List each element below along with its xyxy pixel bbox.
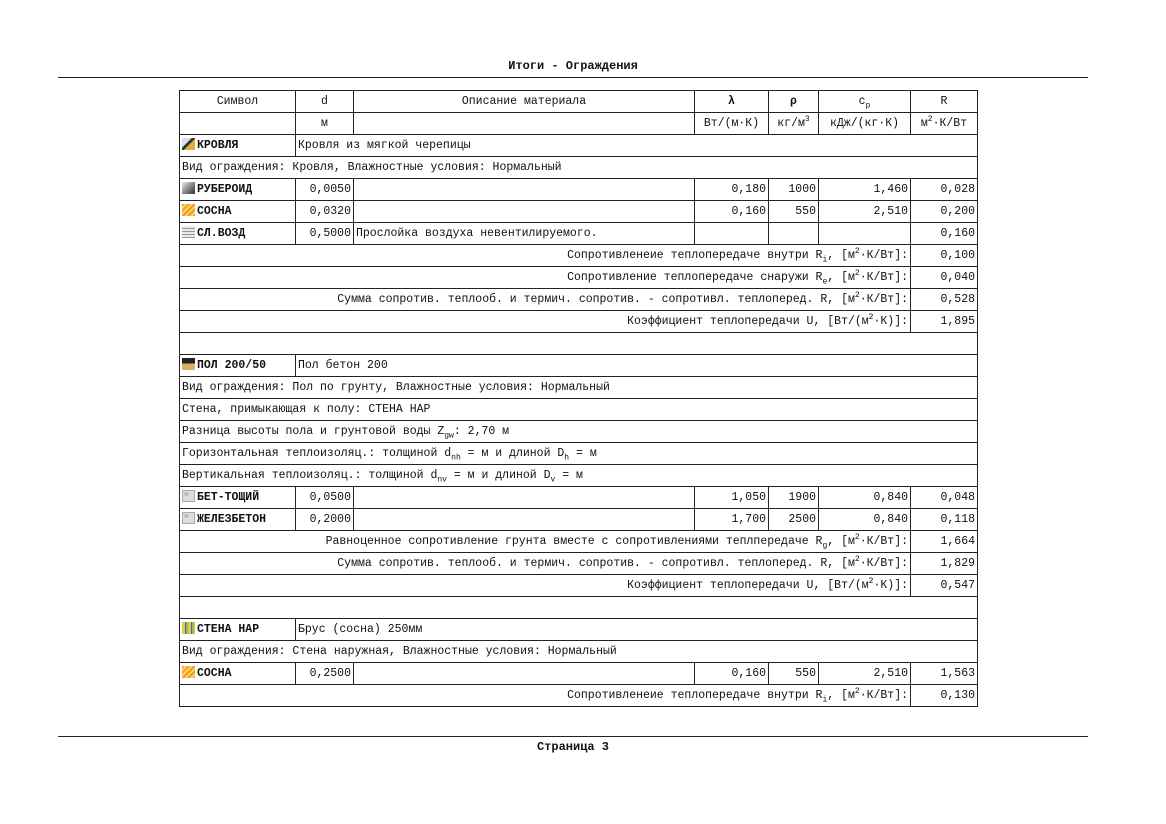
summary-row <box>180 685 978 707</box>
summary-text: Равноценное сопротивление грунта вместе с сопротивлениями теплпередаче <box>325 535 816 548</box>
symbol-label: БЕТ-ТОЩИЙ <box>197 491 260 504</box>
summary-value: 1,829 <box>911 553 978 575</box>
layer-lambda: 0,180 <box>695 179 769 201</box>
summary-unit: ·К)]: <box>873 579 908 592</box>
layer-description <box>354 201 695 223</box>
unit-r-sup: 2 <box>927 115 933 125</box>
summary-symbol: R <box>815 535 823 548</box>
wall-icon <box>182 622 195 634</box>
summary-row <box>180 289 978 311</box>
summary-unit: ·К)]: <box>873 315 908 328</box>
summary-unit-sup: 2 <box>868 577 874 587</box>
summary-row <box>180 267 978 289</box>
unit-description <box>354 113 695 135</box>
insulation-text: Вертикальная теплоизоляц.: толщиной d <box>182 469 438 482</box>
separator-row-cell <box>180 597 978 619</box>
unit-rho <box>769 113 819 135</box>
symbol-cell <box>180 179 296 201</box>
layer-rho: 2500 <box>769 509 819 531</box>
reinforced-concrete-icon <box>182 512 195 524</box>
summary-unit: ·К/Вт]: <box>859 689 908 702</box>
symbol-label: СТЕНА НАР <box>197 623 260 636</box>
col-header-rho: ρ <box>769 91 819 113</box>
symbol-cell <box>180 201 296 223</box>
ruberoid-icon <box>182 182 195 194</box>
symbol-label: ЖЕЛЕЗБЕТОН <box>197 513 267 526</box>
summary-label <box>180 267 911 289</box>
insulation-sub: nv <box>437 475 447 485</box>
summary-subscript: e <box>822 277 828 287</box>
construction-type-row-cell: Вид ограждения: Пол по грунту, Влажностные условия: Нормальный <box>180 377 978 399</box>
groundwater-row <box>180 421 978 443</box>
summary-unit-sup: 2 <box>868 313 874 323</box>
summary-label <box>180 531 911 553</box>
layer-row <box>180 509 978 531</box>
layer-lambda: 0,160 <box>695 201 769 223</box>
unit-r <box>911 113 978 135</box>
layer-cp: 0,840 <box>819 509 911 531</box>
insulation-text: = м и длиной D <box>460 447 565 460</box>
header-divider <box>58 77 1088 78</box>
floor-icon <box>182 358 195 370</box>
summary-value: 0,547 <box>911 575 978 597</box>
symbol-cell <box>180 135 296 157</box>
summary-row <box>180 575 978 597</box>
summary-label <box>180 553 911 575</box>
layer-cp: 2,510 <box>819 201 911 223</box>
symbol-label: СОСНА <box>197 205 232 218</box>
summary-subscript: i <box>822 695 828 705</box>
layer-rho: 550 <box>769 201 819 223</box>
layer-cp <box>819 223 911 245</box>
layer-cp: 1,460 <box>819 179 911 201</box>
layer-description: Прослойка воздуха невентилируемого. <box>354 223 695 245</box>
layer-rho <box>769 223 819 245</box>
summary-label <box>180 685 911 707</box>
summary-unit: ·К/Вт]: <box>859 557 908 570</box>
layer-d: 0,2000 <box>296 509 354 531</box>
layer-lambda <box>695 223 769 245</box>
layer-d: 0,5000 <box>296 223 354 245</box>
summary-value: 0,130 <box>911 685 978 707</box>
col-header-lambda: λ <box>695 91 769 113</box>
summary-label <box>180 289 911 311</box>
construction-type-row-cell: Вид ограждения: Кровля, Влажностные условия: Нормальный <box>180 157 978 179</box>
layer-row <box>180 223 978 245</box>
layer-row <box>180 179 978 201</box>
layer-cp: 0,840 <box>819 487 911 509</box>
groundwater-row-cell <box>180 421 978 443</box>
layer-rho: 550 <box>769 663 819 685</box>
layer-description <box>354 509 695 531</box>
unit-d: м <box>296 113 354 135</box>
layer-r: 0,160 <box>911 223 978 245</box>
summary-text: Сопротивление теплопередаче снаружи <box>567 271 816 284</box>
unit-r-a: м <box>920 117 928 130</box>
summary-unit: ·К/Вт]: <box>859 271 908 284</box>
horizontal-insulation-row <box>180 443 978 465</box>
summary-unit-sup: 2 <box>854 533 860 543</box>
layer-r: 0,028 <box>911 179 978 201</box>
construction-description: Кровля из мягкой черепицы <box>296 135 978 157</box>
summary-text: Сопротивленеие теплопередаче внутри <box>567 689 816 702</box>
symbol-label: СЛ.ВОЗД <box>197 227 246 240</box>
cp-subscript: p <box>865 101 871 111</box>
summary-row <box>180 245 978 267</box>
cp-label: c <box>858 95 866 108</box>
layer-row <box>180 487 978 509</box>
summary-unit: , [м <box>827 689 855 702</box>
layer-row <box>180 663 978 685</box>
summary-unit-sup: 2 <box>854 555 860 565</box>
layer-lambda: 1,700 <box>695 509 769 531</box>
summary-subscript: i <box>822 255 828 265</box>
symbol-label: КРОВЛЯ <box>197 139 239 152</box>
gw-value: : 2,70 м <box>453 425 510 438</box>
layer-d: 0,0500 <box>296 487 354 509</box>
summary-symbol: R <box>815 689 823 702</box>
summary-value: 0,040 <box>911 267 978 289</box>
pine-icon <box>182 204 195 216</box>
col-header-description: Описание материала <box>354 91 695 113</box>
summary-unit-sup: 2 <box>854 269 860 279</box>
summary-unit-sup: 2 <box>854 247 860 257</box>
summary-unit: , [Вт/(м <box>813 315 869 328</box>
summary-text: Коэффициент теплопередачи U <box>627 579 814 592</box>
page-number: Страница 3 <box>536 740 609 754</box>
symbol-label: ПОЛ 200/50 <box>197 359 267 372</box>
layer-r: 0,118 <box>911 509 978 531</box>
summary-subscript: g <box>822 541 828 551</box>
layer-rho: 1000 <box>769 179 819 201</box>
symbol-cell <box>180 509 296 531</box>
construction-type-row <box>180 377 978 399</box>
construction-row <box>180 135 978 157</box>
separator-row <box>180 597 978 619</box>
horizontal-insulation-row-cell <box>180 443 978 465</box>
vertical-insulation-row-cell <box>180 465 978 487</box>
insulation-sub: h <box>564 453 570 463</box>
summary-row <box>180 553 978 575</box>
adjacent-wall-row <box>180 399 978 421</box>
unit-rho-sup: 3 <box>804 115 810 125</box>
layer-description <box>354 487 695 509</box>
summary-text: Коэффициент теплопередачи U <box>627 315 814 328</box>
insulation-text: = м <box>555 469 583 482</box>
insulation-text: = м и длиной D <box>446 469 551 482</box>
summary-label <box>180 575 911 597</box>
air-layer-icon <box>182 226 195 238</box>
symbol-label: РУБЕРОИД <box>197 183 253 196</box>
symbol-label: СОСНА <box>197 667 232 680</box>
layer-description <box>354 179 695 201</box>
insulation-text: = м <box>569 447 597 460</box>
unit-cp: кДж/(кг·К) <box>819 113 911 135</box>
summary-unit: , [м <box>827 293 855 306</box>
adjacent-wall-row-cell: Стена, примыкающая к полу: СТЕНА НАР <box>180 399 978 421</box>
symbol-cell <box>180 355 296 377</box>
pine-icon <box>182 666 195 678</box>
summary-unit-sup: 2 <box>854 291 860 301</box>
header-row <box>180 91 978 113</box>
symbol-cell <box>180 663 296 685</box>
layer-cp: 2,510 <box>819 663 911 685</box>
layer-lambda: 0,160 <box>695 663 769 685</box>
page-title: Итоги - Ограждения <box>508 59 638 73</box>
summary-unit: , [м <box>827 535 855 548</box>
separator-row-cell <box>180 333 978 355</box>
summary-unit: ·К/Вт]: <box>859 293 908 306</box>
layer-r: 1,563 <box>911 663 978 685</box>
summary-unit: ·К/Вт]: <box>859 535 908 548</box>
insulation-text: Горизонтальная теплоизоляц.: толщиной d <box>182 447 452 460</box>
layer-row <box>180 201 978 223</box>
summary-label <box>180 311 911 333</box>
symbol-cell <box>180 487 296 509</box>
summary-value: 1,895 <box>911 311 978 333</box>
layer-description <box>354 663 695 685</box>
col-header-d: d <box>296 91 354 113</box>
summary-text: Сумма сопротив. теплооб. и термич. сопротив. - сопротивл. теплоперед. R <box>337 293 828 306</box>
summary-value: 0,100 <box>911 245 978 267</box>
col-header-r: R <box>911 91 978 113</box>
col-header-cp <box>819 91 911 113</box>
unit-r-b: ·К/Вт <box>932 117 968 130</box>
unit-lambda: Вт/(м·К) <box>695 113 769 135</box>
summary-text: Сопротивленеие теплопередаче внутри <box>567 249 816 262</box>
symbol-cell <box>180 619 296 641</box>
layer-d: 0,2500 <box>296 663 354 685</box>
summary-text: Сумма сопротив. теплооб. и термич. сопротив. - сопротивл. теплоперед. R <box>337 557 828 570</box>
separator-row <box>180 333 978 355</box>
unit-symbol <box>180 113 296 135</box>
units-row <box>180 113 978 135</box>
layer-r: 0,200 <box>911 201 978 223</box>
summary-unit: , [м <box>827 271 855 284</box>
construction-row <box>180 355 978 377</box>
summary-value: 1,664 <box>911 531 978 553</box>
gw-sub: gw <box>444 431 454 441</box>
construction-description: Пол бетон 200 <box>296 355 978 377</box>
gw-text: Разница высоты пола и грунтовой воды Z <box>182 425 445 438</box>
summary-symbol: R <box>815 271 823 284</box>
footer-divider <box>58 736 1088 737</box>
summary-value: 0,528 <box>911 289 978 311</box>
summary-unit: , [Вт/(м <box>813 579 869 592</box>
summary-unit: ·К/Вт]: <box>859 249 908 262</box>
summary-unit-sup: 2 <box>854 687 860 697</box>
summary-unit: , [м <box>827 557 855 570</box>
construction-type-row-cell: Вид ограждения: Стена наружная, Влажностные условия: Нормальный <box>180 641 978 663</box>
roof-icon <box>182 138 195 150</box>
layer-rho: 1900 <box>769 487 819 509</box>
construction-description: Брус (сосна) 250мм <box>296 619 978 641</box>
layer-d: 0,0320 <box>296 201 354 223</box>
col-header-symbol: Символ <box>180 91 296 113</box>
results-table <box>179 90 978 707</box>
summary-unit: , [м <box>827 249 855 262</box>
construction-row <box>180 619 978 641</box>
symbol-cell <box>180 223 296 245</box>
layer-d: 0,0050 <box>296 179 354 201</box>
summary-row <box>180 311 978 333</box>
summary-symbol: R <box>815 249 823 262</box>
summary-label <box>180 245 911 267</box>
insulation-sub: v <box>550 475 556 485</box>
layer-r: 0,048 <box>911 487 978 509</box>
construction-type-row <box>180 641 978 663</box>
vertical-insulation-row <box>180 465 978 487</box>
lean-concrete-icon <box>182 490 195 502</box>
construction-type-row <box>180 157 978 179</box>
insulation-sub: nh <box>451 453 461 463</box>
unit-rho-base: кг/м <box>777 117 805 130</box>
layer-lambda: 1,050 <box>695 487 769 509</box>
summary-row <box>180 531 978 553</box>
